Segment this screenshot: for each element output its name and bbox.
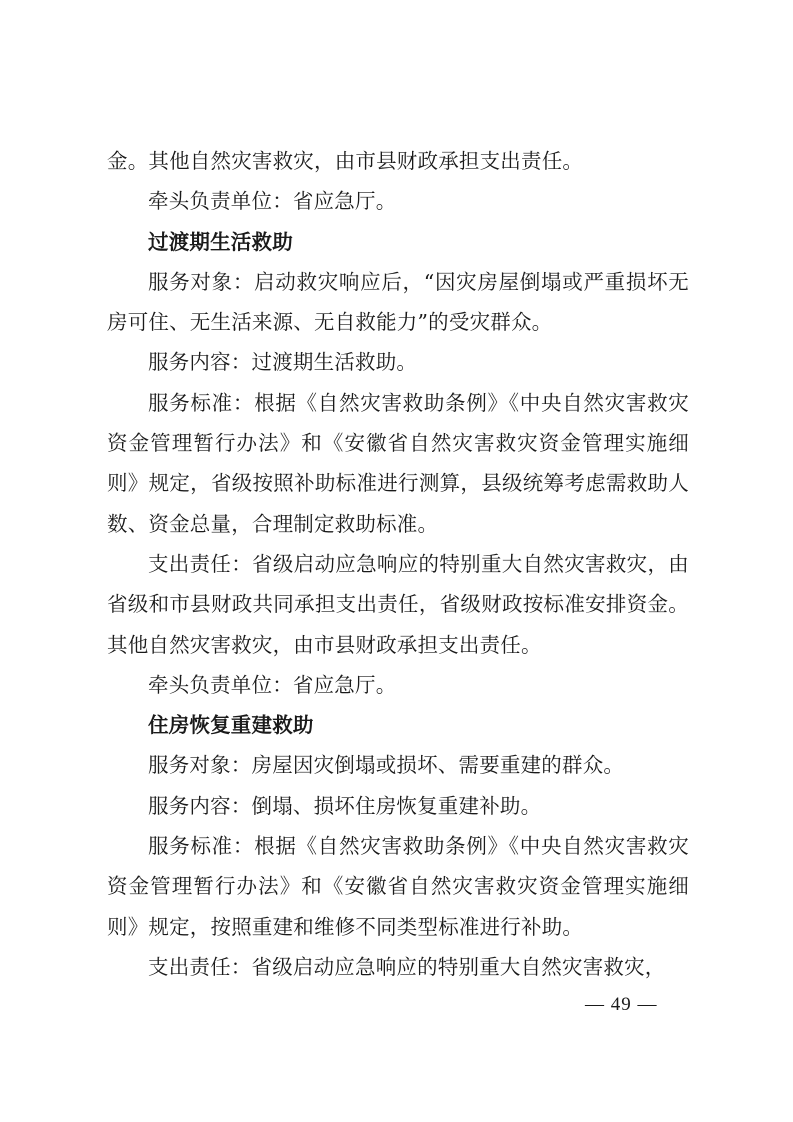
paragraph-lead-unit: 牵头负责单位：省应急厅。: [148, 672, 397, 697]
paragraph-service-content: 服务内容：倒塌、损坏住房恢复重建补助。: [148, 793, 542, 818]
paragraph-service-content: 服务内容：过渡期生活救助。: [148, 350, 418, 375]
paragraph-service-standard: 服务标准：根据《自然灾害救助条例》《中央自然灾害救灾资金管理暂行办法》和《安徽省自然灾害救灾资金管理实施细则》规定，按照重建和维修不同类型标准进行补助。: [107, 834, 689, 939]
paragraph-service-target: 服务对象：房屋因灾倒塌或损坏、需要重建的群众。: [148, 753, 625, 778]
section-heading-transition-relief: 过渡期生活救助: [148, 229, 293, 254]
body-text: [107, 141, 689, 987]
page-number: — 49 —: [585, 994, 658, 1015]
paragraph-service-standard: 服务标准：根据《自然灾害救助条例》《中央自然灾害救灾资金管理暂行办法》和《安徽省自然灾害救灾资金管理实施细则》规定，省级按照补助标准进行测算，县级统筹考虑需救助人数、资金总量，合理制定救助标准。: [107, 390, 689, 536]
paragraph-expenditure-responsibility: 支出责任：省级启动应急响应的特别重大自然灾害救灾，: [148, 954, 666, 979]
paragraph-service-target: 服务对象：启动救灾响应后，“因灾房屋倒塌或严重损坏无房可住、无生活来源、无自救能力”的受灾群众。: [107, 269, 689, 335]
paragraph-expenditure-responsibility: 支出责任：省级启动应急响应的特别重大自然灾害救灾，由省级和市县财政共同承担支出责任，省级财政按标准安排资金。其他自然灾害救灾，由市县财政承担支出责任。: [107, 551, 689, 657]
section-heading-housing-reconstruction: 住房恢复重建救助: [148, 713, 314, 738]
paragraph-lead-unit: 牵头负责单位：省应急厅。: [148, 189, 397, 214]
paragraph-continuation: 金。其他自然灾害救灾，由市县财政承担支出责任。: [107, 149, 584, 173]
